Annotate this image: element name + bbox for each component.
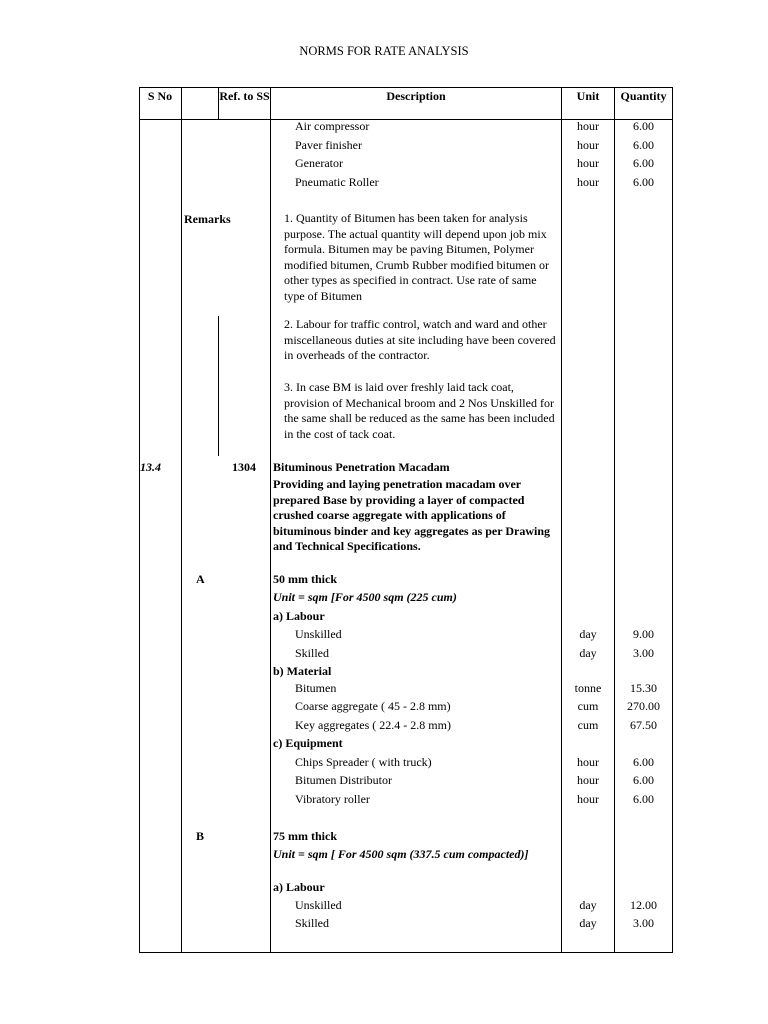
remark-paragraph-2: 2. Labour for traffic control, watch and ward and other miscellaneous duties at site including have been covered in overheads of the contractor. xyxy=(284,317,556,363)
item-unit: day xyxy=(579,627,597,641)
item-qty: 270.00 xyxy=(627,699,660,713)
page-title: NORMS FOR RATE ANALYSIS xyxy=(299,44,469,58)
item-name: Bitumen xyxy=(295,681,337,695)
item-qty: 6.00 xyxy=(633,773,654,787)
item-qty: 12.00 xyxy=(630,898,657,912)
item-unit: hour xyxy=(577,175,599,189)
item-unit: day xyxy=(579,898,597,912)
header-quantity: Quantity xyxy=(620,89,667,103)
item-name: Vibratory roller xyxy=(295,792,370,806)
section-b-unit-line: Unit = sqm [ For 4500 sqm (337.5 cum compacted)] xyxy=(273,847,529,861)
item-unit: day xyxy=(579,646,597,660)
section-a-title: 50 mm thick xyxy=(273,572,337,586)
item-name: Unskilled xyxy=(295,898,342,912)
item-qty: 9.00 xyxy=(633,627,654,641)
item-qty: 6.00 xyxy=(633,175,654,189)
item-name: Unskilled xyxy=(295,627,342,641)
header-sno: S No xyxy=(147,89,173,103)
item-sno: 13.4 xyxy=(140,460,161,474)
item-unit: hour xyxy=(577,138,599,152)
item-qty: 6.00 xyxy=(633,156,654,170)
item-unit: day xyxy=(579,916,597,930)
item-name: Coarse aggregate ( 45 - 2.8 mm) xyxy=(295,699,451,713)
item-unit: cum xyxy=(577,718,599,732)
header-unit: Unit xyxy=(576,89,600,103)
item-qty: 15.30 xyxy=(630,681,657,695)
item-unit: hour xyxy=(577,119,599,133)
item-qty: 3.00 xyxy=(633,916,654,930)
item-unit: tonne xyxy=(574,681,602,695)
item-name: Generator xyxy=(295,156,343,170)
item-qty: 6.00 xyxy=(633,792,654,806)
item-name: Bitumen Distributor xyxy=(295,773,392,787)
item-unit: hour xyxy=(577,156,599,170)
item-name: Skilled xyxy=(295,646,330,660)
item-description: Providing and laying penetration macadam over prepared Base by providing a layer of compacted crushed coarse aggregate with applications of bituminous binder and key aggregates as per Drawing and Technical Specifications. xyxy=(273,477,551,554)
section-a-material-label: b) Material xyxy=(273,664,332,678)
section-a-labour-label: a) Labour xyxy=(273,609,325,623)
header-description: Description xyxy=(386,89,446,103)
item-qty: 6.00 xyxy=(633,755,654,769)
section-b-label: B xyxy=(196,829,205,843)
item-ref: 1304 xyxy=(232,460,256,474)
section-a-equipment-label: c) Equipment xyxy=(273,736,343,750)
item-unit: hour xyxy=(577,773,599,787)
item-unit: cum xyxy=(577,699,599,713)
item-unit: hour xyxy=(577,755,599,769)
header-ref: Ref. to SS xyxy=(219,89,270,103)
section-a-label: A xyxy=(196,572,205,586)
item-name: Pneumatic Roller xyxy=(295,175,379,189)
item-qty: 3.00 xyxy=(633,646,654,660)
item-title: Bituminous Penetration Macadam xyxy=(273,460,450,474)
section-b-labour-label: a) Labour xyxy=(273,880,325,894)
item-name: Key aggregates ( 22.4 - 2.8 mm) xyxy=(295,718,451,732)
section-b-title: 75 mm thick xyxy=(273,829,337,843)
item-name: Chips Spreader ( with truck) xyxy=(295,755,432,769)
remark-paragraph-3: 3. In case BM is laid over freshly laid tack coat, provision of Mechanical broom and 2 Nos Unskilled for the same shall be reduced as the same has been included in the cost of tack coat. xyxy=(284,380,555,441)
item-qty: 67.50 xyxy=(630,718,657,732)
remark-paragraph-1: 1. Quantity of Bitumen has been taken for analysis purpose. The actual quantity will depend upon job mix formula. Bitumen may be paving Bitumen, Polymer modified bitumen, Crumb Rubber modified bitumen or other types as specified in contract. Use rate of same type of Bitumen xyxy=(284,211,549,303)
remarks-label: Remarks xyxy=(184,212,231,226)
item-name: Paver finisher xyxy=(295,138,362,152)
item-qty: 6.00 xyxy=(633,119,654,133)
item-unit: hour xyxy=(577,792,599,806)
item-name: Skilled xyxy=(295,916,330,930)
item-name: Air compressor xyxy=(295,119,370,133)
section-a-unit-line: Unit = sqm [For 4500 sqm (225 cum) xyxy=(273,590,457,604)
item-qty: 6.00 xyxy=(633,138,654,152)
